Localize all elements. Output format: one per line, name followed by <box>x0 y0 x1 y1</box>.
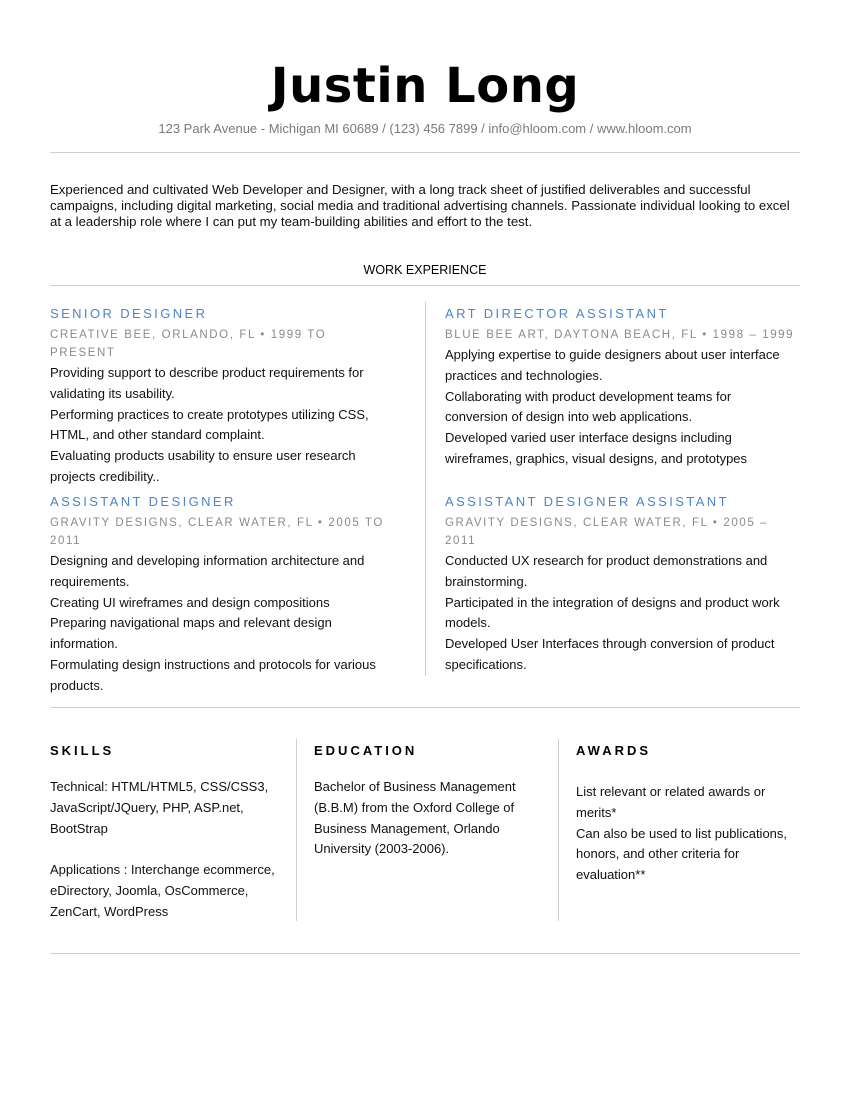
job-line: Participated in the integration of designs and product work <box>445 594 780 610</box>
skills-technical-line: Technical: HTML/HTML5, CSS/CSS3, <box>50 779 269 794</box>
awards-line: merits* <box>576 804 617 820</box>
summary-paragraph <box>50 182 802 230</box>
divider-footer <box>50 953 800 954</box>
job-line: products. <box>50 677 104 693</box>
job-art-director-assistant <box>445 305 800 470</box>
job-title: ART DIRECTOR ASSISTANT <box>445 306 669 321</box>
work-experience-heading: WORK EXPERIENCE <box>363 263 487 277</box>
job-description <box>50 363 395 488</box>
job-line: Evaluating products usability to ensure user research <box>50 448 356 464</box>
job-assistant-designer <box>50 493 395 697</box>
job-line: information. <box>50 636 118 652</box>
education-heading: EDUCATION <box>314 743 418 758</box>
job-description <box>445 345 800 470</box>
job-line: Preparing navigational maps and relevant design <box>50 615 332 631</box>
job-meta: GRAVITY DESIGNS, CLEAR WATER, FL • 2005 TO 2011 <box>50 517 384 547</box>
job-title: ASSISTANT DESIGNER ASSISTANT <box>445 494 729 509</box>
skills-technical-line: BootStrap <box>50 820 108 836</box>
job-title: SENIOR DESIGNER <box>50 306 208 321</box>
divider-header <box>50 152 800 153</box>
job-senior-designer <box>50 305 395 488</box>
job-line: Conducted UX research for product demonstrations and <box>445 553 768 568</box>
education-line: Bachelor of Business Management <box>314 779 516 794</box>
job-line: models. <box>445 615 491 631</box>
awards-content <box>576 782 800 886</box>
summary-line-2: campaigns, including digital marketing, social media and traditional advertising channels. Passionate individual looking to excel <box>50 198 790 213</box>
skills-applications-line: eDirectory, Joomla, OsCommerce, <box>50 882 249 898</box>
work-column-divider <box>425 302 426 676</box>
awards-line: List relevant or related awards or <box>576 784 766 799</box>
education-line: Business Management, Orlando <box>314 820 500 836</box>
summary-line-3: at a leadership role where I can put my team-building abilities and effort to the test. <box>50 214 533 229</box>
job-meta: GRAVITY DESIGNS, CLEAR WATER, FL • 2005 – 2011 <box>445 517 769 547</box>
awards-line: evaluation** <box>576 867 646 883</box>
job-meta: BLUE BEE ART, DAYTONA BEACH, FL • 1998 – 1999 <box>445 329 795 341</box>
job-line: brainstorming. <box>445 573 528 589</box>
job-line: Applying expertise to guide designers about user interface <box>445 347 780 362</box>
job-description <box>50 551 395 697</box>
summary-lead: Experienced and cultivated Web Developer and Designer, <box>50 182 388 197</box>
job-description <box>445 551 800 676</box>
job-line: Collaborating with product development teams for <box>445 388 732 404</box>
divider-bottom-sections <box>50 707 800 708</box>
job-line: HTML, and other standard complaint. <box>50 427 265 443</box>
job-line: Formulating design instructions and protocols for various <box>50 656 376 672</box>
job-assistant-designer-assistant <box>445 493 800 676</box>
skills-applications-line: ZenCart, WordPress <box>50 903 169 919</box>
education-awards-divider <box>558 739 559 921</box>
divider-work <box>50 285 800 286</box>
skills-technical-line: JavaScript/JQuery, PHP, ASP.net, <box>50 799 244 815</box>
job-line: specifications. <box>445 656 527 672</box>
education-content <box>314 777 544 860</box>
job-line: Providing support to describe product requirements for <box>50 365 364 380</box>
job-line: requirements. <box>50 573 130 589</box>
job-title: ASSISTANT DESIGNER <box>50 494 236 509</box>
job-line: wireframes, graphics, visual designs, and prototypes <box>445 450 748 466</box>
skills-education-divider <box>296 739 297 921</box>
awards-heading: AWARDS <box>576 743 652 758</box>
job-line: conversion of design into web applications. <box>445 409 693 425</box>
summary-rest: with a long track sheet of justified deliverables and successful <box>387 182 751 197</box>
skills-content <box>50 777 285 923</box>
skills-applications-line: Applications : Interchange ecommerce, <box>50 862 275 878</box>
job-line: Creating UI wireframes and design compositions <box>50 594 330 610</box>
job-line: practices and technologies. <box>445 367 603 383</box>
job-line: Performing practices to create prototypes utilizing CSS, <box>50 406 369 422</box>
awards-line: Can also be used to list publications, <box>576 825 788 841</box>
job-line: Developed User Interfaces through conversion of product <box>445 636 775 652</box>
education-line: (B.B.M) from the Oxford College of <box>314 799 515 815</box>
job-meta: CREATIVE BEE, ORLANDO, FL • 1999 TO PRESENT <box>50 329 327 359</box>
job-line: Designing and developing information architecture and <box>50 553 365 568</box>
job-line: projects credibility.. <box>50 468 160 484</box>
job-line: validating its usability. <box>50 385 175 401</box>
skills-heading: SKILLS <box>50 743 115 758</box>
job-line: Developed varied user interface designs including <box>445 430 732 446</box>
contact-line: 123 Park Avenue - Michigan MI 60689 / (123) 456 7899 / info@hloom.com / www.hloom.com <box>158 121 692 136</box>
education-line: University (2003-2006). <box>314 841 450 857</box>
candidate-name: Justin Long <box>270 58 580 114</box>
awards-line: honors, and other criteria for <box>576 846 740 862</box>
